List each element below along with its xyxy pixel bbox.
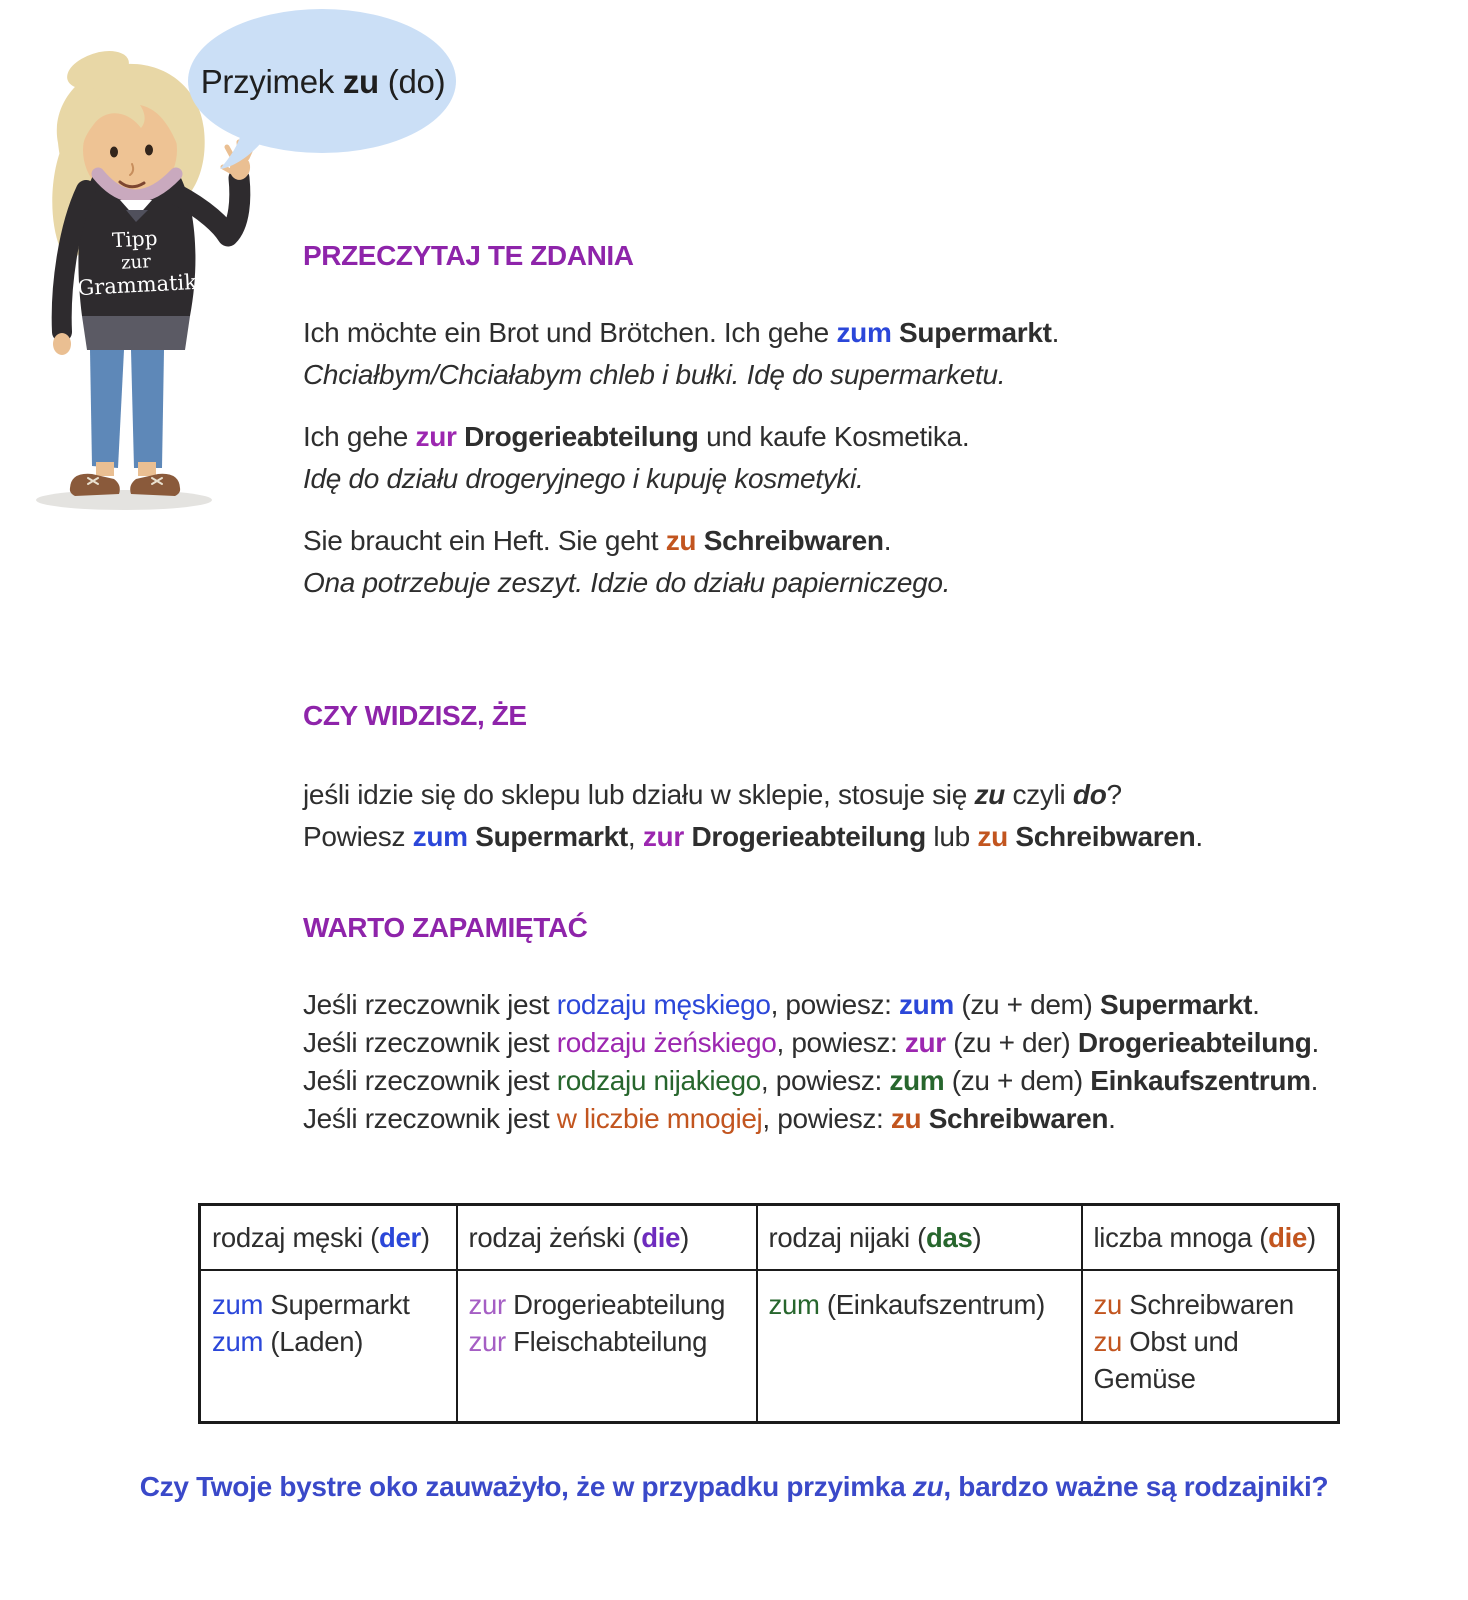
section-see-heading: CZY WIDZISZ, ŻE: [303, 700, 527, 731]
text-run: ): [972, 1221, 982, 1253]
cell-line: [1094, 1323, 1330, 1360]
cell-feminine: [457, 1270, 757, 1423]
rule-feminine: [303, 1024, 1468, 1062]
left-jean-leg: [90, 350, 124, 468]
text-run: .: [1051, 317, 1060, 348]
text-run: w liczbie mnogiej: [556, 1103, 763, 1134]
text-run: die: [1268, 1221, 1307, 1253]
text-run: zur: [468, 1289, 506, 1320]
section-read: [303, 240, 1443, 624]
german-sentence: [303, 312, 1443, 354]
text-run: do: [1072, 779, 1107, 810]
right-eye: [145, 145, 153, 156]
section-see: [303, 700, 1443, 858]
text-run: zur: [468, 1326, 506, 1357]
text-run: rodzaju nijakiego: [556, 1065, 761, 1096]
text-run: zum: [899, 989, 954, 1020]
left-shoe: [70, 474, 120, 496]
text-run: jeśli idzie się do sklepu lub działu w sklepie, stosuje się: [303, 779, 975, 810]
text-run: .: [1311, 1027, 1319, 1058]
see-examples-line: [303, 816, 1443, 858]
text-run: zum: [412, 821, 468, 852]
sweater-print-line2: zur: [120, 251, 152, 274]
skirt: [82, 316, 190, 350]
text-run: der: [378, 1221, 421, 1253]
sweater-print-line3: Grammatik: [76, 269, 198, 301]
sweater-print-line1: Tipp: [111, 225, 159, 253]
right-shoe: [130, 474, 180, 496]
rule-masculine: [303, 986, 1468, 1024]
text-run: Supermarkt: [1099, 989, 1253, 1020]
header-masculine-text: [212, 1222, 448, 1254]
text-run: zu: [342, 63, 379, 100]
text-run: Drogerieabteilung: [505, 1289, 726, 1320]
text-run: und kaufe Kosmetika.: [698, 421, 970, 452]
section-remember: [303, 912, 1468, 1138]
rule-neuter: [303, 1062, 1468, 1100]
text-run: Drogerieabteilung: [464, 421, 699, 452]
text-run: Czy Twoje bystre oko zauważyło, że w przypadku przyimka: [139, 1471, 913, 1502]
header-neuter: [757, 1205, 1082, 1271]
cell-line: [469, 1286, 748, 1323]
header-plural-text: [1094, 1222, 1330, 1254]
text-run: Schreibwaren: [928, 1103, 1109, 1134]
text-run: [892, 317, 899, 348]
text-run: Ich möchte ein Brot und Brötchen. Ich gehe: [303, 317, 837, 348]
text-run: Einkaufszentrum: [1090, 1065, 1311, 1096]
text-run: (Einkaufszentrum): [819, 1289, 1045, 1320]
text-run: Supermarkt: [899, 317, 1052, 348]
text-run: , powiesz:: [762, 1103, 891, 1134]
table-body-row: [200, 1270, 1339, 1423]
text-run: zu: [1093, 1326, 1122, 1357]
cell-line: [469, 1323, 748, 1360]
text-run: zu: [890, 1103, 922, 1134]
section-remember-heading: WARTO ZAPAMIĘTAĆ: [303, 912, 588, 943]
polish-translation: Idę do działu drogeryjnego i kupuję kosmetyki.: [303, 463, 864, 494]
text-run: lub: [925, 821, 978, 852]
rule-plural: [303, 1100, 1468, 1138]
header-masculine: [200, 1205, 457, 1271]
text-run: [696, 525, 703, 556]
header-feminine: [457, 1205, 757, 1271]
text-run: Schreibwaren: [1121, 1289, 1294, 1320]
german-sentence: [303, 416, 1443, 458]
german-sentence: [303, 520, 1443, 562]
text-run: Jeśli rzeczownik jest: [303, 1103, 557, 1134]
text-run: rodzaj żeński (: [468, 1221, 642, 1253]
text-run: czyli: [1004, 779, 1073, 810]
text-run: Schreibwaren: [1015, 821, 1196, 852]
text-run: Powiesz: [303, 821, 413, 852]
example-supermarkt: [303, 312, 1443, 396]
text-run: ): [680, 1221, 689, 1253]
cell-plural: [1082, 1270, 1339, 1423]
text-run: zum: [836, 317, 892, 348]
text-run: zu: [912, 1471, 944, 1502]
text-run: .: [1252, 989, 1260, 1020]
text-run: die: [641, 1221, 681, 1253]
text-run: zum: [889, 1065, 945, 1096]
text-run: .: [1310, 1065, 1319, 1096]
example-schreibwaren: [303, 520, 1443, 604]
text-run: zu: [1093, 1289, 1122, 1320]
right-ankle: [138, 462, 156, 476]
text-run: zur: [415, 421, 457, 452]
cell-line: [212, 1323, 448, 1360]
text-run: (zu + der): [945, 1027, 1078, 1058]
text-run: Drogerieabteilung: [691, 821, 926, 852]
text-run: rodzaju męskiego: [556, 989, 771, 1020]
text-run: Supermarkt: [263, 1289, 410, 1320]
text-run: zu: [977, 821, 1008, 852]
text-run: Fleischabteilung: [505, 1326, 708, 1357]
text-run: ?: [1106, 779, 1122, 810]
cell-line: [212, 1286, 448, 1323]
cell-neuter: [757, 1270, 1082, 1423]
right-jean-leg: [131, 350, 164, 468]
text-run: Schreibwaren: [703, 525, 884, 556]
gender-table: [198, 1203, 1340, 1424]
ground-shadow: [36, 490, 212, 510]
text-run: Przyimek: [200, 63, 343, 100]
text-run: Ich gehe: [303, 421, 416, 452]
text-run: , powiesz:: [770, 989, 900, 1020]
cell-line: [1094, 1286, 1330, 1323]
table-header-row: [200, 1205, 1339, 1271]
text-run: .: [1195, 821, 1203, 852]
polish-translation: Ona potrzebuje zeszyt. Idzie do działu papierniczego.: [303, 567, 951, 598]
cell-line: [1094, 1360, 1330, 1397]
header-feminine-text: [469, 1222, 748, 1254]
text-run: ,: [627, 821, 643, 852]
polish-translation: Chciałbym/Chciałabym chleb i bułki. Idę do supermarketu.: [303, 359, 1006, 390]
text-run: zum: [212, 1326, 264, 1357]
text-run: , powiesz:: [776, 1027, 905, 1058]
text-run: zum: [768, 1289, 820, 1320]
text-run: (do): [378, 63, 446, 100]
text-run: Obst und: [1121, 1326, 1239, 1357]
text-run: das: [926, 1221, 973, 1253]
speech-bubble: [180, 5, 465, 177]
text-run: .: [883, 525, 892, 556]
see-explanation-line: [303, 774, 1443, 816]
text-run: , powiesz:: [760, 1065, 890, 1096]
text-run: rodzaju żeńskiego: [556, 1027, 777, 1058]
left-eye: [110, 147, 118, 158]
left-hand: [53, 333, 71, 355]
text-run: , bardzo ważne są rodzajniki?: [943, 1471, 1329, 1502]
text-run: zur: [904, 1027, 946, 1058]
text-run: (zu + dem): [944, 1065, 1091, 1096]
text-run: [921, 1103, 928, 1134]
text-run: liczba mnoga (: [1093, 1221, 1269, 1253]
text-run: (zu + dem): [953, 989, 1100, 1020]
section-read-heading: PRZECZYTAJ TE ZDANIA: [303, 240, 634, 271]
text-run: Jeśli rzeczownik jest: [303, 989, 557, 1020]
speech-bubble-tail: [220, 131, 266, 169]
text-run: Sie braucht ein Heft. Sie geht: [303, 525, 666, 556]
header-plural: [1082, 1205, 1339, 1271]
cell-line: [769, 1286, 1073, 1323]
text-run: Drogerieabteilung: [1077, 1027, 1312, 1058]
text-run: Jeśli rzeczownik jest: [303, 1065, 557, 1096]
text-run: rodzaj męski (: [212, 1221, 379, 1253]
text-run: [457, 421, 464, 452]
text-run: zum: [212, 1289, 264, 1320]
text-run: ): [1306, 1221, 1316, 1253]
text-run: Gemüse: [1093, 1363, 1196, 1394]
example-drogerieabteilung: [303, 416, 1443, 500]
text-run: Supermarkt: [475, 821, 628, 852]
text-run: zur: [642, 821, 684, 852]
cell-masculine: [200, 1270, 457, 1423]
text-run: (Laden): [263, 1326, 364, 1357]
text-run: Jeśli rzeczownik jest: [303, 1027, 557, 1058]
text-run: zu: [665, 525, 697, 556]
speech-bubble-text: [198, 63, 448, 101]
header-neuter-text: [769, 1222, 1073, 1254]
left-ankle: [96, 462, 114, 476]
text-run: .: [1108, 1103, 1116, 1134]
text-run: zu: [974, 779, 1005, 810]
text-run: rodzaj nijaki (: [768, 1221, 927, 1253]
footer-note: [0, 1471, 1468, 1503]
text-run: ): [420, 1221, 430, 1253]
